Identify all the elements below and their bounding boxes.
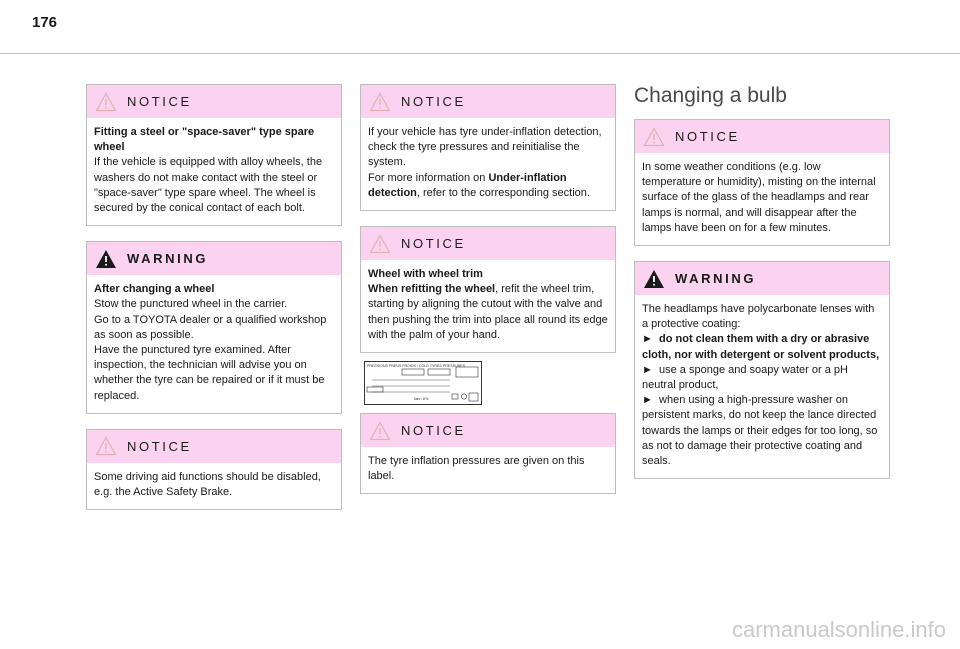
warning-intro: The headlamps have polycarbonate lenses with a protective coating:: [642, 303, 875, 331]
warning-triangle-outline-icon: [95, 92, 117, 112]
notice-title: NOTICE: [127, 438, 192, 454]
bullet-arrow-icon: ►: [642, 363, 653, 376]
warning-box-polycarbonate: [634, 261, 890, 479]
label-top-text: PRESSIONS PNEUS FROIDS / COLD TYRES PRESSURES: [367, 364, 465, 369]
warning-triangle-outline-icon: [95, 436, 117, 456]
warning-box-after-changing: [86, 241, 342, 414]
tyre-pressure-label-image: [364, 361, 482, 405]
notice-text: In some weather conditions (e.g. low temperature or humidity), misting on the internal surface of the glass of the headlamps and rear lamps is normal, and will disappear after the lamps have been on for a few minutes.: [642, 161, 876, 234]
notice-heading: Fitting a steel or "space-saver" type spare wheel: [94, 126, 315, 154]
notice-text: [368, 282, 608, 343]
warning-triangle-filled-icon: [95, 249, 117, 269]
warning-header: [87, 242, 341, 275]
header-divider: [0, 53, 960, 54]
bullet-arrow-icon: ►: [642, 333, 653, 346]
warning-triangle-outline-icon: [369, 234, 391, 254]
warning-bullet-text: use a sponge and soapy water or a pH neutral product,: [642, 363, 848, 392]
warning-title: WARNING: [127, 251, 209, 267]
page-number: 176: [32, 14, 58, 31]
warning-bullet-text: do not clean them with a dry or abrasive cloth, nor with detergent or solvent products,: [642, 333, 880, 361]
warning-header: [635, 262, 889, 295]
section-reference: Under-inflation detection: [368, 171, 567, 199]
bullet-arrow-icon: ►: [642, 394, 653, 407]
notice-title: NOTICE: [401, 236, 466, 252]
warning-heading: After changing a wheel: [94, 283, 215, 296]
notice-text: Some driving aid functions should be disabled, e.g. the Active Safety Brake.: [94, 470, 321, 499]
warning-triangle-outline-icon: [369, 421, 391, 441]
warning-line: Have the punctured tyre examined. After inspection, the technician will advise you on whether the tyre can be repaired or if it must be replaced.: [94, 344, 325, 402]
notice-box-driving-aids: [86, 429, 342, 510]
warning-bullet-text: when using a high-pressure washer on persistent marks, do not keep the lance directed towards the lamps or their edges for too long, so as not to damage their protective coating and seals.: [642, 394, 878, 468]
warning-triangle-outline-icon: [369, 92, 391, 112]
warning-line: Go to a TOYOTA dealer or a qualified workshop as soon as possible.: [94, 313, 327, 341]
notice-text: If the vehicle is equipped with alloy wheels, the washers do not make contact with the steel or "space-saver" type spare wheel. The wheel is secured by the conical contact of each bolt.: [94, 156, 323, 215]
column-right: [634, 84, 890, 479]
notice-header: [87, 430, 341, 463]
warning-title: WARNING: [675, 271, 757, 287]
notice-heading: Wheel with wheel trim: [368, 268, 483, 281]
notice-box-misting: [634, 119, 890, 246]
notice-box-spare-wheel: [86, 84, 342, 226]
warning-bullet: [642, 363, 882, 393]
warning-triangle-outline-icon: [643, 127, 665, 147]
notice-title: NOTICE: [127, 94, 192, 109]
warning-bullet: [642, 332, 882, 362]
notice-text: The tyre inflation pressures are given on this label.: [368, 455, 585, 483]
watermark: carmanualsonline.info: [731, 617, 946, 642]
warning-line: Stow the punctured wheel in the carrier.: [94, 298, 288, 311]
notice-text-pre: For more information on: [368, 171, 489, 184]
notice-text-with-link: [368, 171, 608, 201]
label-bottom-text: bars / kPa: [414, 397, 429, 402]
column-left: [86, 84, 342, 510]
notice-header: [361, 227, 615, 260]
notice-text: If your vehicle has tyre under-inflation detection, check the tyre pressures and reinitialise the system.: [368, 126, 602, 169]
column-middle: [360, 84, 616, 494]
notice-title: NOTICE: [401, 423, 466, 439]
notice-header: [361, 414, 615, 447]
notice-header: [361, 85, 615, 118]
notice-text-bold: When refitting the wheel: [368, 283, 496, 296]
notice-title: NOTICE: [675, 129, 740, 144]
notice-text-post: , refer to the corresponding section.: [416, 186, 590, 199]
notice-text-rest: , refit the wheel trim, starting by aligning the cutout with the valve and then pushing the trim into place all round its edge with the palm of your hand.: [368, 283, 608, 341]
notice-header: [87, 85, 341, 118]
notice-box-under-inflation: [360, 84, 616, 211]
warning-bullet: [642, 393, 882, 469]
notice-header: [635, 120, 889, 153]
notice-box-wheel-trim: [360, 226, 616, 353]
notice-box-pressure-label: [360, 413, 616, 494]
notice-title: NOTICE: [401, 94, 466, 109]
warning-triangle-filled-icon: [643, 269, 665, 289]
section-title: Changing a bulb: [634, 84, 787, 107]
